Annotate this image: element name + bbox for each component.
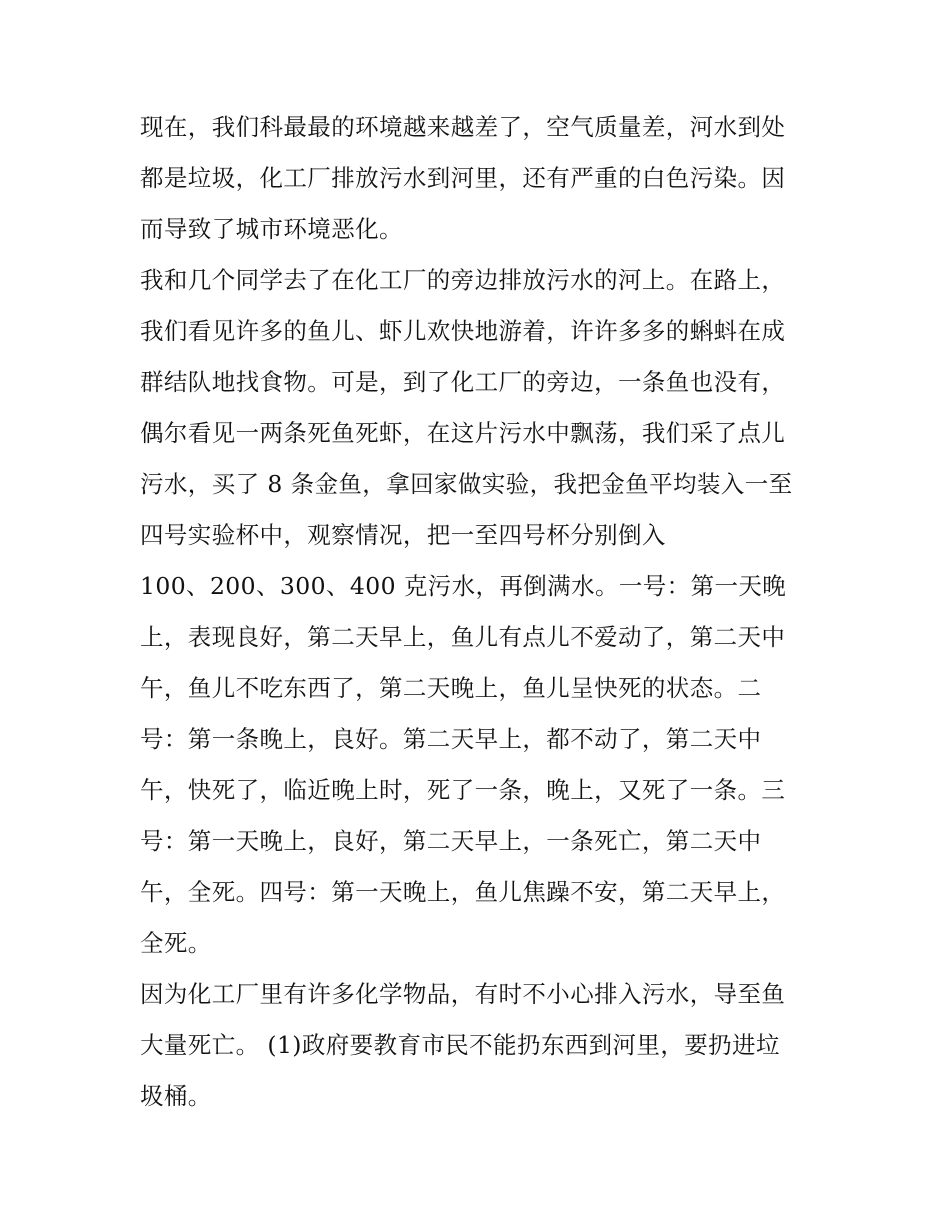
text-line: 午，快死了，临近晚上时，死了一条，晚上，又死了一条。三 — [140, 776, 786, 804]
text-line: 午，鱼儿不吃东西了，第二天晚上，鱼儿呈快死的状态。二 — [140, 674, 762, 702]
text-line: 圾桶。 — [140, 1082, 212, 1110]
text-line: 100、200、300、400 克污水，再倒满水。一号：第一天晚 — [140, 572, 787, 600]
text-line: 偶尔看见一两条死鱼死虾，在这片污水中飘荡，我们采了点儿 — [140, 419, 786, 447]
text-line: 我和几个同学去了在化工厂的旁边排放污水的河上。在路上， — [140, 266, 786, 294]
text-line: 而导致了城市环境恶化。 — [140, 215, 403, 243]
text-line: 四号实验杯中，观察情况，把一至四号杯分别倒入 — [140, 521, 666, 549]
text-line: 污水，买了 8 条金鱼，拿回家做实验，我把金鱼平均装入一至 — [140, 470, 793, 498]
text-line: 号：第一天晚上，良好，第二天早上，一条死亡，第二天中 — [140, 827, 762, 855]
text-line: 午，全死。四号：第一天晚上，鱼儿焦躁不安，第二天早上， — [140, 878, 786, 906]
text-line: 上，表现良好，第二天早上，鱼儿有点儿不爱动了，第二天中 — [140, 623, 786, 651]
text-line: 群结队地找食物。可是，到了化工厂的旁边，一条鱼也没有， — [140, 368, 786, 396]
text-line: 全死。 — [140, 929, 212, 957]
text-line: 我们看见许多的鱼儿、虾儿欢快地游着，许许多多的蝌蚪在成 — [140, 317, 786, 345]
text-line: 号：第一条晚上，良好。第二天早上，都不动了，第二天中 — [140, 725, 762, 753]
text-line: 都是垃圾，化工厂排放污水到河里，还有严重的白色污染。因 — [140, 164, 786, 192]
text-line: 大量死亡。 (1)政府要教育市民不能扔东西到河里，要扔进垃 — [140, 1031, 780, 1059]
text-line: 现在，我们科最最的环境越来越差了，空气质量差，河水到处 — [140, 113, 786, 141]
text-line: 因为化工厂里有许多化学物品，有时不小心排入污水，导至鱼 — [140, 980, 786, 1008]
